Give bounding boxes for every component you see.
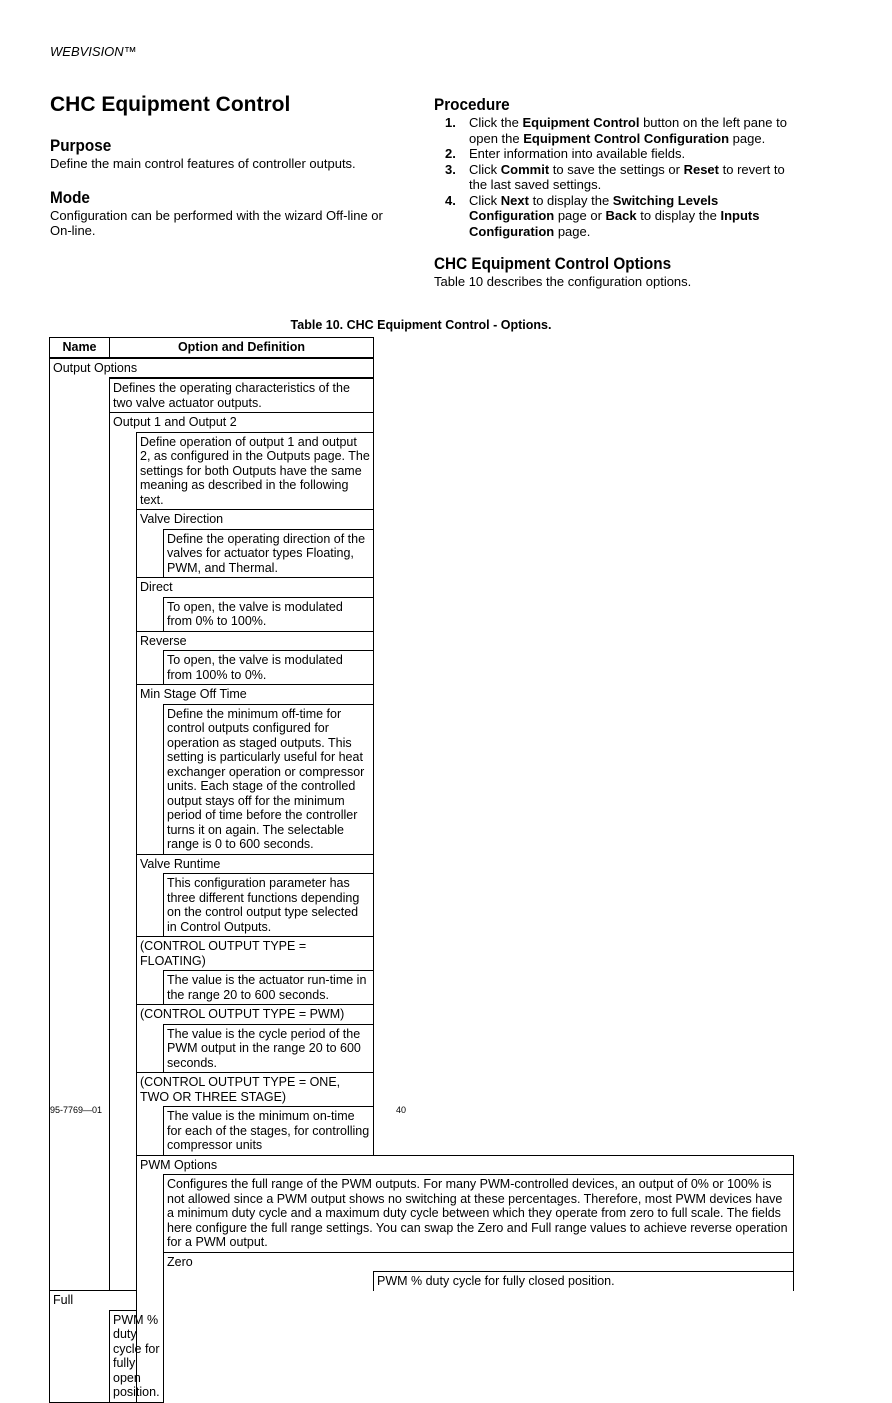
step-bold: Switching Levels Configuration	[469, 192, 719, 223]
indent-cell	[137, 971, 164, 1005]
purpose-heading: Purpose	[50, 136, 112, 155]
step-text: to revert to the last saved settings.	[469, 161, 785, 192]
indent-cell	[164, 1272, 374, 1291]
table-row	[50, 704, 794, 854]
step-text: page.	[554, 223, 591, 239]
table-row	[50, 1107, 794, 1156]
step-text: Click	[469, 161, 501, 177]
procedure-step	[434, 115, 804, 146]
table-row	[50, 358, 794, 379]
table-header-row	[50, 338, 794, 358]
step-bold: Equipment Control Configuration	[523, 130, 730, 146]
procedure-heading: Procedure	[434, 95, 510, 114]
indent-cell	[137, 651, 164, 685]
indent-cell	[137, 529, 164, 578]
table-row	[50, 597, 794, 631]
step-bold: Next	[500, 192, 529, 208]
row-type-floating: (CONTROL OUTPUT TYPE = FLOATING)	[137, 937, 374, 971]
row-valve-direction-def: Define the operating direction of the valves for actuator types Floating, PWM, and Thermal.	[164, 529, 374, 578]
row-type-pwm: (CONTROL OUTPUT TYPE = PWM)	[137, 1005, 374, 1025]
row-reverse: Reverse	[137, 631, 374, 651]
table-row	[50, 874, 794, 937]
footer-doc-number: 95-7769—01	[50, 1105, 103, 1115]
table-row	[50, 1155, 794, 1175]
step-bold: Back	[605, 208, 637, 223]
step-text: page.	[729, 130, 766, 146]
step-text: Enter information into available fields.	[469, 146, 686, 161]
step-bold: Equipment Control	[522, 115, 640, 130]
procedure-step	[434, 193, 804, 240]
step-text: Click	[469, 192, 501, 208]
indent-cell	[110, 432, 137, 1291]
row-pwm-options: PWM Options	[137, 1155, 794, 1175]
row-pwm-options-def: Configures the full range of the PWM outputs. For many PWM-controlled devices, an output of 0% or 100% is not allowed since a PWM output shows no switching at these percentages. Therefore, most PWM devices have a minimum duty cycle and a maximum duty cycle between which they operate from zero to full scale. The fields here configure the full range settings. You can swap the Zero and Full range values to achieve reverse operation for a PWM output.	[164, 1175, 794, 1253]
step-text: Click the	[469, 115, 523, 130]
options-heading: CHC Equipment Control Options	[434, 254, 672, 273]
table-row	[50, 854, 794, 874]
table-row	[50, 1310, 794, 1402]
table-row	[50, 971, 794, 1005]
indent-cell	[137, 704, 164, 854]
step-text: to save the settings or	[549, 161, 684, 177]
row-min-stage-off: Min Stage Off Time	[137, 685, 374, 705]
col-option-header: Option and Definition	[110, 338, 374, 358]
step-text: to display the	[636, 208, 721, 223]
mode-heading: Mode	[50, 188, 90, 207]
table-row	[50, 1291, 794, 1311]
row-full: Full	[50, 1291, 164, 1311]
row-full-def: PWM % duty cycle for fully open position.	[110, 1310, 164, 1402]
options-text: Table 10 describes the configuration options.	[434, 274, 692, 289]
row-min-stage-off-def: Define the minimum off-time for control outputs configured for operation as staged outputs. This setting is particularly useful for heat exchanger operation or compressor units. Each stage of the controlled output stays off for the minimum period of time before the controller turns it on again. The selectable range is 0 to 600 seconds.	[164, 704, 374, 854]
indent-cell	[137, 1107, 164, 1156]
col-name-header: Name	[50, 338, 110, 358]
table-row	[50, 1005, 794, 1025]
row-type-pwm-def: The value is the cycle period of the PWM output in the range 20 to 600 seconds.	[164, 1024, 374, 1073]
row-valve-runtime: Valve Runtime	[137, 854, 374, 874]
row-direct: Direct	[137, 578, 374, 598]
indent-cell	[137, 1024, 164, 1073]
mode-text: Configuration can be performed with the wizard Off-line or On-line.	[50, 208, 383, 238]
table-row	[50, 631, 794, 651]
table-row	[50, 937, 794, 971]
indent-cell	[137, 597, 164, 631]
step-bold: Inputs Configuration	[469, 208, 760, 239]
table-row	[50, 1175, 794, 1253]
footer-page-number: 40	[396, 1105, 407, 1115]
row-zero: Zero	[164, 1252, 794, 1272]
indent-cell	[137, 874, 164, 937]
step-bold: Commit	[500, 161, 550, 177]
table-row	[50, 510, 794, 530]
row-type-floating-def: The value is the actuator run-time in the range 20 to 600 seconds.	[164, 971, 374, 1005]
procedure-steps	[434, 115, 804, 239]
step-text: button on the left pane to open the	[469, 115, 787, 146]
row-output-1-2: Output 1 and Output 2	[110, 413, 374, 433]
table-row	[50, 529, 794, 578]
table-row	[50, 1024, 794, 1073]
row-type-stage: (CONTROL OUTPUT TYPE = ONE, TWO OR THREE STAGE)	[137, 1073, 374, 1107]
table-row	[50, 378, 794, 413]
table-row	[50, 413, 794, 433]
step-number: 1.	[445, 115, 456, 130]
row-direct-def: To open, the valve is modulated from 0% to 100%.	[164, 597, 374, 631]
step-number: 2.	[445, 146, 456, 161]
procedure-step	[434, 162, 804, 193]
options-table	[49, 337, 794, 1403]
page-title: CHC Equipment Control	[50, 93, 291, 116]
purpose-text: Define the main control features of controller outputs.	[50, 156, 356, 171]
header-brand: WEBVISION™	[50, 44, 137, 59]
procedure-step	[434, 146, 804, 162]
row-zero-def: PWM % duty cycle for fully closed position.	[374, 1272, 794, 1291]
step-text: to display the	[528, 192, 613, 208]
row-type-stage-def: The value is the minimum on-time for each of the stages, for controlling compressor units	[164, 1107, 374, 1156]
indent-cell	[50, 1310, 110, 1402]
step-bold: Reset	[683, 161, 719, 177]
table-caption: Table 10. CHC Equipment Control - Options.	[290, 318, 552, 332]
step-text: page or	[554, 208, 606, 223]
table-row	[50, 685, 794, 705]
row-output-options: Output Options	[50, 358, 374, 379]
step-number: 4.	[445, 192, 456, 208]
step-number: 3.	[445, 161, 456, 177]
indent-cell	[50, 378, 110, 1291]
table-row	[50, 432, 794, 510]
table-row	[50, 651, 794, 685]
row-reverse-def: To open, the valve is modulated from 100% to 0%.	[164, 651, 374, 685]
row-output-1-2-def: Define operation of output 1 and output 2, as configured in the Outputs page. The settings for both Outputs have the same meaning as described in the following text.	[137, 432, 374, 510]
row-output-options-def: Defines the operating characteristics of the two valve actuator outputs.	[110, 378, 374, 413]
row-valve-runtime-def: This configuration parameter has three different functions depending on the control output type selected in Control Outputs.	[164, 874, 374, 937]
row-valve-direction: Valve Direction	[137, 510, 374, 530]
table-row	[50, 578, 794, 598]
table-row	[50, 1073, 794, 1107]
